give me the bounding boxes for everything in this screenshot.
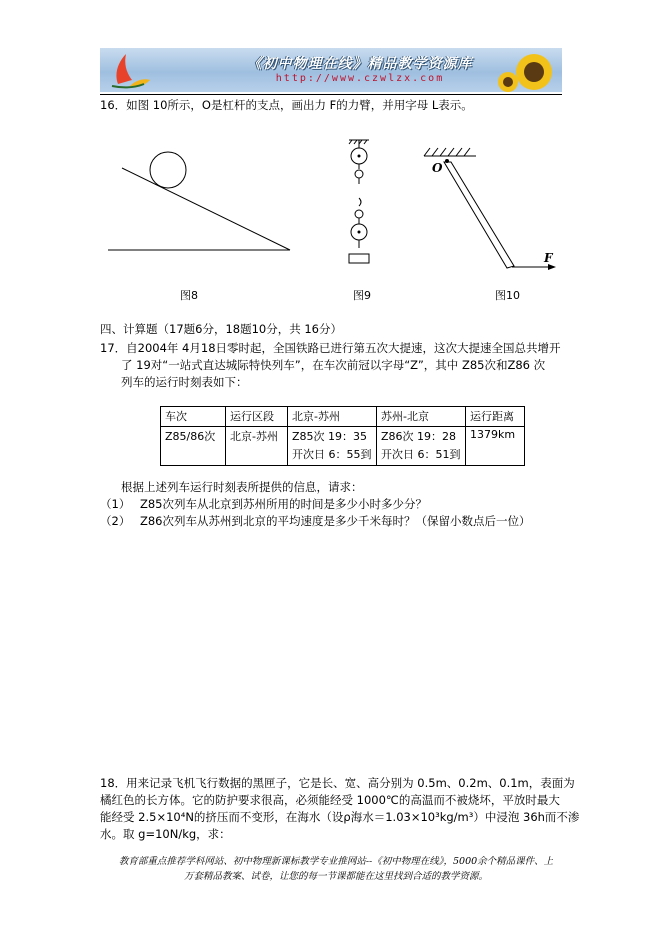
sz-bj-departure: Z86次 19：28 (381, 430, 457, 443)
footer-line-1: 教育部重点推荐学科网站、初中物理新课标教学专业推网站--《初中物理在线》，5000余个精品课件、上 (118, 856, 554, 867)
q17-sub2-text: Z86次列车从苏州到北京的平均速度是多少千米每时？（保留小数点后一位） (139, 514, 531, 528)
table-cell-sz-bj (377, 427, 466, 466)
footer-text (86, 854, 586, 884)
table-header-row (161, 407, 525, 427)
figure-8-caption: 图8 (180, 289, 198, 302)
banner-url: http://www.czwlzx.com (275, 73, 445, 84)
q17-line2: 了 19对“一站式直达城际特快列车”，在车次前冠以字母“Z”，其中 Z85次和Z86 次 (121, 358, 546, 372)
bj-sz-arrival: 开次日 6：55到 (292, 448, 372, 461)
sunflower-icon (492, 48, 562, 92)
footer-line-2: 万套精品教案、试卷，让您的每一节课都能在这里找到合适的教学资源。 (183, 871, 488, 882)
figure-9-pulleys (335, 138, 385, 266)
table-cell-distance: 1379km (466, 427, 525, 466)
q17-prompt: 根据上述列车运行时刻表所提供的信息，请求： (121, 480, 363, 494)
q18-line3: 能经受 2.5×10⁴N的挤压而不变形，在海水（设ρ海水＝1.03×10³kg/m³）中浸泡 36h而不渗 (100, 810, 580, 824)
q16-text: 16．如图 10所示，O是杠杆的支点，画出力 F的力臂，并用字母 L表示。 (100, 98, 473, 112)
q17-sub2-number: （2） (100, 514, 131, 528)
table-header-cell: 苏州-北京 (377, 407, 466, 427)
table-header-cell: 运行距离 (466, 407, 525, 427)
q18-line2: 橘红色的长方体。它的防护要求很高，必须能经受 1000℃的高温而不被烧坏，平放时最大 (100, 793, 560, 807)
q18-line1: 18．用来记录飞机飞行数据的黑匣子，它是长、宽、高分别为 0.5m、0.2m、0.1m，表面为 (100, 776, 575, 790)
figure-10-caption: 图10 (495, 289, 520, 302)
q18-line4: 水。取 g=10N/kg，求： (100, 827, 231, 841)
table-row (161, 427, 525, 466)
table-header-cell: 北京-苏州 (288, 407, 377, 427)
force-label-f: F (544, 251, 553, 265)
table-cell-train: Z85/86次 (161, 427, 226, 466)
q17-sub2 (100, 512, 531, 531)
bj-sz-departure: Z85次 19：35 (292, 430, 368, 443)
pivot-label-o: O (432, 161, 443, 175)
header-rule (100, 94, 562, 95)
banner-title: 《初中物理在线》精品教学资源库 (247, 56, 473, 72)
figure-8-incline (100, 140, 300, 255)
site-logo-icon (104, 50, 152, 90)
table-cell-bj-sz (288, 427, 377, 466)
q17-line1: 17．自2004年 4月18日零时起，全国铁路已进行第五次大提速，这次大提速全国总共增开 (100, 341, 561, 355)
q17-sub1-number: （1） (100, 497, 131, 511)
table-header-cell: 车次 (161, 407, 226, 427)
header-banner (100, 48, 562, 92)
section-heading: 四、计算题（17题6分，18题10分，共 16分） (100, 322, 343, 336)
figure-9-caption: 图9 (353, 289, 371, 302)
q17-sub1-text: Z85次列车从北京到苏州所用的时间是多少小时多少分？ (139, 497, 427, 511)
sz-bj-arrival: 开次日 6：51到 (381, 448, 461, 461)
table-cell-section: 北京-苏州 (226, 427, 288, 466)
train-timetable (160, 406, 525, 466)
figure-10-lever (420, 144, 570, 274)
table-header-cell: 运行区段 (226, 407, 288, 427)
q17-line3: 列车的运行时刻表如下： (121, 375, 248, 389)
